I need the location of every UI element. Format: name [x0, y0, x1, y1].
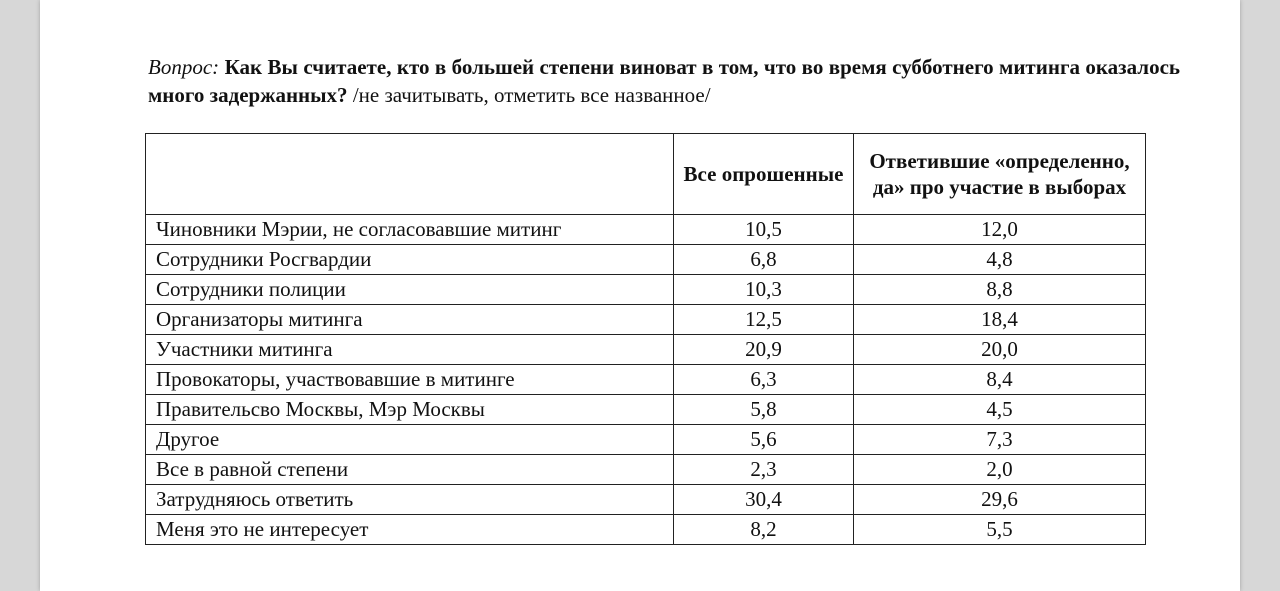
header-category: [146, 134, 674, 215]
row-category: Сотрудники Росгвардии: [146, 245, 674, 275]
table-row: [146, 335, 1146, 365]
question-instruction: /не зачитывать, отметить все названное/: [352, 83, 711, 107]
survey-results-table: [145, 133, 1146, 545]
question-label: Вопрос:: [148, 55, 220, 79]
row-category: Меня это не интересует: [146, 515, 674, 545]
table-body: [146, 215, 1146, 545]
table-row: [146, 425, 1146, 455]
row-value-voters: 8,4: [854, 365, 1146, 395]
question-block: [148, 53, 1180, 109]
row-category: Все в равной степени: [146, 455, 674, 485]
row-category: Чиновники Мэрии, не согласовавшие митинг: [146, 215, 674, 245]
row-value-all: 2,3: [674, 455, 854, 485]
table-row: [146, 215, 1146, 245]
document-page: [40, 0, 1240, 591]
row-value-voters: 20,0: [854, 335, 1146, 365]
table-row: [146, 305, 1146, 335]
table-row: [146, 245, 1146, 275]
row-value-all: 6,3: [674, 365, 854, 395]
row-category: Организаторы митинга: [146, 305, 674, 335]
row-category: Участники митинга: [146, 335, 674, 365]
table-row: [146, 275, 1146, 305]
table-row: [146, 395, 1146, 425]
row-category: Сотрудники полиции: [146, 275, 674, 305]
row-value-all: 8,2: [674, 515, 854, 545]
row-value-voters: 7,3: [854, 425, 1146, 455]
row-value-voters: 8,8: [854, 275, 1146, 305]
row-category: Правительсво Москвы, Мэр Москвы: [146, 395, 674, 425]
question-text: Как Вы считаете, кто в большей степени виноват в том, что во время субботнего митинга оказалось много задержанных?: [148, 55, 1180, 107]
header-definite-voters: Ответившие «определенно, да» про участие в выборах: [854, 134, 1146, 215]
table-row: [146, 515, 1146, 545]
row-value-all: 12,5: [674, 305, 854, 335]
row-value-voters: 12,0: [854, 215, 1146, 245]
table-row: [146, 365, 1146, 395]
row-value-voters: 5,5: [854, 515, 1146, 545]
row-value-voters: 2,0: [854, 455, 1146, 485]
row-value-all: 6,8: [674, 245, 854, 275]
row-value-voters: 4,5: [854, 395, 1146, 425]
row-value-all: 30,4: [674, 485, 854, 515]
row-value-all: 10,5: [674, 215, 854, 245]
row-value-voters: 29,6: [854, 485, 1146, 515]
row-category: Затрудняюсь ответить: [146, 485, 674, 515]
header-all-respondents: Все опрошенные: [674, 134, 854, 215]
row-value-all: 5,8: [674, 395, 854, 425]
row-value-all: 5,6: [674, 425, 854, 455]
table-row: [146, 455, 1146, 485]
row-category: Другое: [146, 425, 674, 455]
row-value-voters: 4,8: [854, 245, 1146, 275]
table-header-row: [146, 134, 1146, 215]
row-value-voters: 18,4: [854, 305, 1146, 335]
row-value-all: 10,3: [674, 275, 854, 305]
row-category: Провокаторы, участвовавшие в митинге: [146, 365, 674, 395]
row-value-all: 20,9: [674, 335, 854, 365]
table-row: [146, 485, 1146, 515]
